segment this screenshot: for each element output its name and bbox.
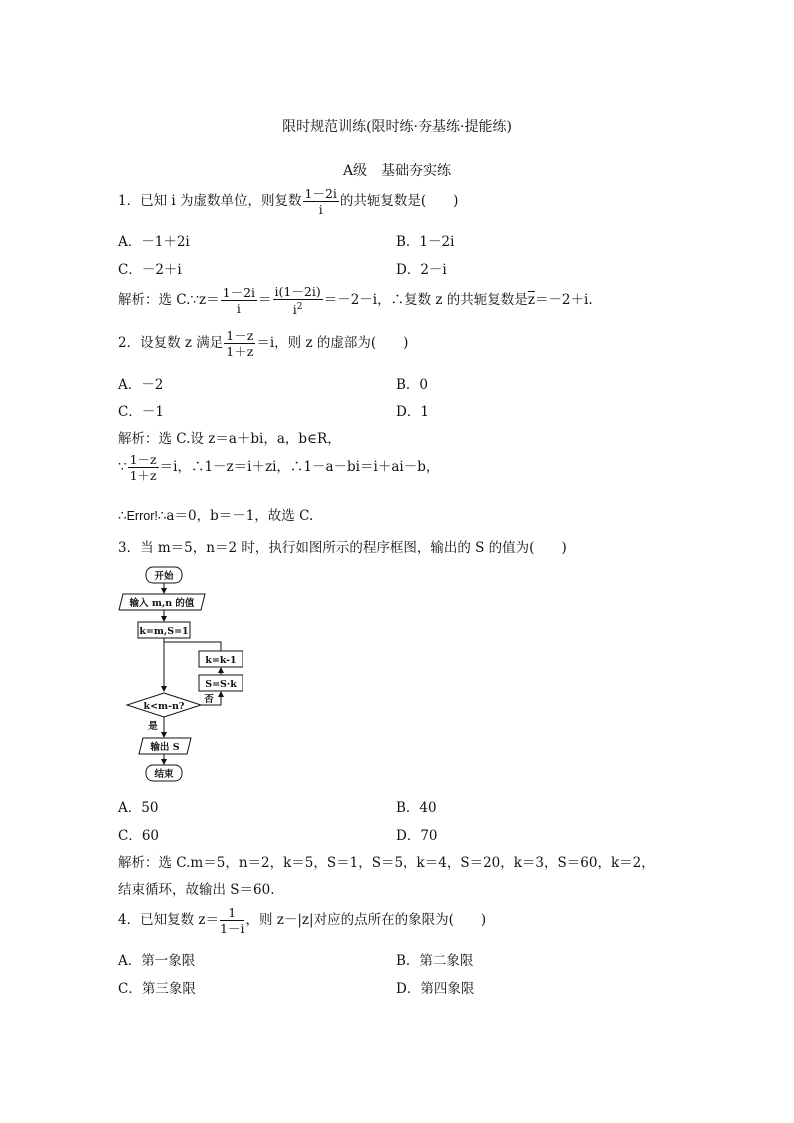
q3-solution-line-2: 结束循环，故输出 S＝60. bbox=[118, 882, 275, 898]
q4-option-a: A．第一象限 bbox=[118, 953, 196, 969]
flowchart bbox=[113, 563, 243, 785]
q1-sol-f2-den bbox=[273, 300, 323, 317]
q1-sol-f1-den: i bbox=[236, 301, 241, 317]
q1-sol-f2-den-exp: 2 bbox=[296, 302, 303, 312]
q4-fraction bbox=[220, 905, 244, 936]
q1-stem-tail: 的共轭复数是( ) bbox=[339, 193, 459, 209]
flow-end-label: 结束 bbox=[154, 769, 174, 780]
q3-solution-line-1: 解析：选 C.m＝5，n＝2，k＝5，S＝1，S＝5，k＝4，S＝20，k＝3，S＝60，k＝2， bbox=[118, 855, 655, 871]
q2-sol-therefore: ∴ bbox=[118, 508, 127, 524]
page-title: 限时规范训练(限时练·夯基练·提能练) bbox=[282, 119, 512, 135]
q1-option-d: D．2－i bbox=[396, 262, 447, 278]
q2-sol-line-2-tail: ＝i，∴1－z＝i＋zi，∴1－a－bi＝i＋ai－b， bbox=[159, 459, 440, 475]
flow-input-label: 输入 m,n 的值 bbox=[129, 598, 195, 609]
q1-option-b: B．1－2i bbox=[396, 234, 455, 250]
q2-solution-line-3 bbox=[118, 504, 313, 524]
flow-yes-label: 是 bbox=[148, 721, 158, 732]
q1-sol-conjugate: $\overline{z}$ bbox=[527, 292, 535, 309]
q1-sol-tail: ＝－2－i，∴复数 z 的共轭复数是 bbox=[323, 292, 528, 309]
q2-solution-line-1: 解析：选 C.设 z＝a＋bi，a，b∈R， bbox=[118, 431, 341, 447]
question-3-stem: 3．当 m＝5，n＝2 时，执行如图所示的程序框图，输出的 S 的值为( ) bbox=[118, 540, 567, 556]
q1-sol-text: 解析：选 C.∵z＝ bbox=[118, 292, 220, 309]
q2-frac-numerator: 1－z bbox=[226, 328, 254, 343]
q1-option-a: A．－1＋2i bbox=[118, 234, 190, 250]
q4-frac-numerator: 1 bbox=[220, 905, 244, 921]
q1-solution bbox=[118, 284, 593, 317]
q2-option-d: D．1 bbox=[396, 404, 429, 420]
flow-no-label: 否 bbox=[204, 694, 214, 705]
q2-stem-text: 2．设复数 z 满足 bbox=[118, 335, 224, 351]
q2-sol-frac-num: 1－z bbox=[129, 452, 157, 467]
q1-sol-f2-num: i(1－2i) bbox=[274, 284, 321, 299]
q1-stem-text: 1．已知 i 为虚数单位，则复数 bbox=[118, 193, 302, 209]
flow-output-label: 输出 S bbox=[150, 742, 180, 753]
q2-option-a: A．－2 bbox=[118, 377, 164, 393]
question-4-stem bbox=[118, 905, 486, 936]
q1-frac-numerator: 1－2i bbox=[304, 186, 337, 201]
q2-fraction bbox=[224, 328, 255, 359]
q1-option-c: C．－2＋i bbox=[118, 262, 182, 278]
q1-sol-fraction-1 bbox=[221, 285, 257, 316]
flow-start-label: 开始 bbox=[154, 571, 174, 582]
q1-sol-end: ＝－2＋i. bbox=[534, 292, 593, 309]
q3-option-b: B．40 bbox=[396, 800, 437, 816]
q1-frac-denominator: i bbox=[318, 202, 323, 217]
q2-sol-frac-den: 1＋z bbox=[129, 468, 157, 483]
q2-frac-denominator: 1＋z bbox=[226, 344, 254, 359]
q1-sol-f2-den-base: i bbox=[292, 302, 297, 318]
q2-sol-error-text: Error! bbox=[126, 509, 158, 523]
flow-condition-label: k<m-n? bbox=[143, 701, 185, 712]
flow-mul-label: S=S·k bbox=[205, 679, 237, 690]
q2-sol-because: ∵ bbox=[118, 459, 127, 475]
question-2-stem bbox=[118, 328, 408, 359]
q1-sol-eq: ＝ bbox=[258, 292, 272, 309]
flow-init-label: k=m,S=1 bbox=[139, 626, 189, 637]
q2-option-b: B．0 bbox=[396, 377, 429, 393]
q1-sol-fraction-2 bbox=[273, 284, 323, 317]
q3-option-c: C．60 bbox=[118, 828, 160, 844]
q4-stem-text: 4．已知复数 z＝ bbox=[118, 912, 219, 928]
q4-stem-tail: ，则 z－|z|对应的点所在的象限为( ) bbox=[245, 912, 487, 928]
q2-sol-line-3-tail: ∴a＝0，b＝－1，故选 C. bbox=[157, 508, 314, 524]
q2-solution-line-2 bbox=[118, 452, 439, 483]
q4-option-d: D．第四象限 bbox=[396, 981, 475, 997]
section-heading: A级 基础夯实练 bbox=[342, 163, 452, 179]
q1-fraction bbox=[303, 186, 339, 217]
question-1-stem bbox=[118, 186, 458, 217]
q3-option-d: D．70 bbox=[396, 828, 438, 844]
q2-option-c: C．－1 bbox=[118, 404, 164, 420]
flow-dec-label: k=k-1 bbox=[205, 655, 237, 666]
q4-option-b: B．第二象限 bbox=[396, 953, 474, 969]
q3-option-a: A．50 bbox=[118, 800, 159, 816]
q2-stem-tail: ＝i，则 z 的虚部为( ) bbox=[256, 335, 409, 351]
q4-frac-denominator: 1－i bbox=[220, 921, 245, 936]
q4-option-c: C．第三象限 bbox=[118, 981, 196, 997]
q2-sol-fraction bbox=[128, 452, 159, 483]
q1-sol-f1-num: 1－2i bbox=[222, 285, 256, 301]
